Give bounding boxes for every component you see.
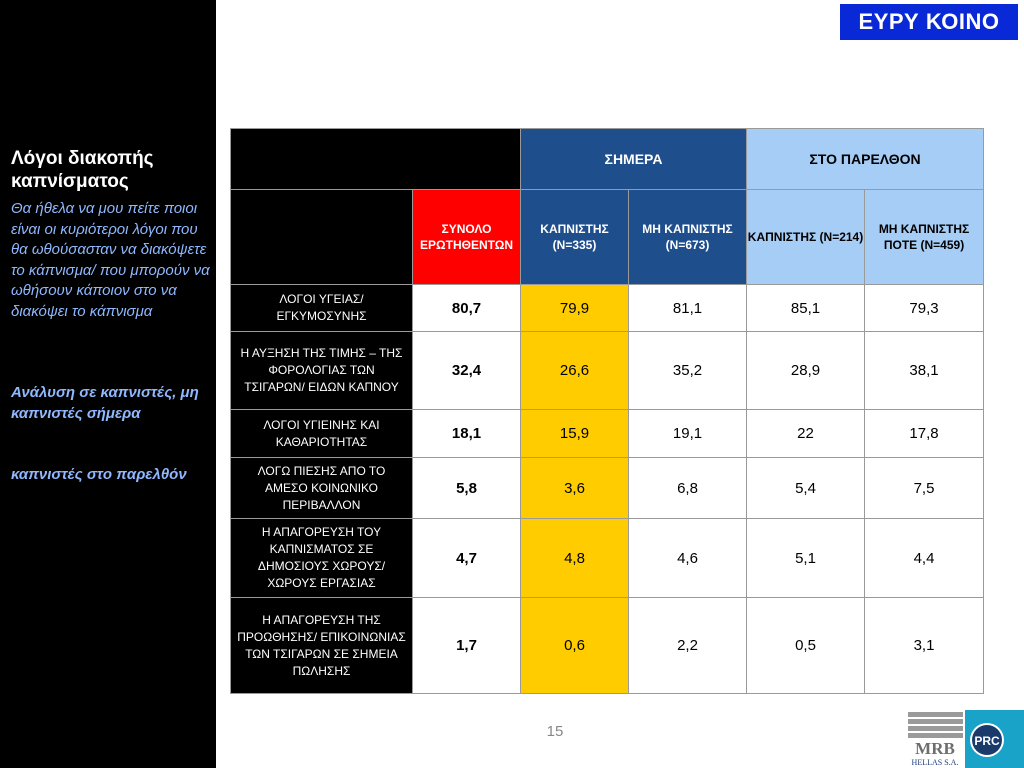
cell-today-smokers: 15,9 [521,410,629,458]
cell-today-nonsmokers: 35,2 [629,332,747,410]
cell-past-never: 38,1 [865,332,984,410]
cell-today-smokers: 26,6 [521,332,629,410]
table-row [231,285,984,332]
analysis-note: Ανάλυση σε καπνιστές, μη καπνιστές σήμερα [11,384,199,422]
cell-today-smokers: 3,6 [521,458,629,519]
cell-past-never: 17,8 [865,410,984,458]
cell-past-smokers: 85,1 [747,285,865,332]
row-label: ΛΟΓΩ ΠΙΕΣΗΣ ΑΠΟ ΤΟ ΑΜΕΣΟ ΚΟΙΝΩΝΙΚΟ ΠΕΡΙΒΑΛΛΟΝ [231,458,413,519]
prc-logo [965,710,1024,768]
header-label-cell [231,190,413,285]
cell-today-nonsmokers: 2,2 [629,598,747,694]
cell-today-smokers: 0,6 [521,598,629,694]
svg-text:MRB: MRB [915,739,955,758]
col-header-past-never: ΜΗ ΚΑΠΝΙΣΤΗΣ ΠΟΤΕ (Ν=459) [865,190,984,285]
svg-text:PRC: PRC [974,734,1000,748]
row-label: Η ΑΥΞΗΣΗ ΤΗΣ ΤΙΜΗΣ – ΤΗΣ ΦΟΡΟΛΟΓΙΑΣ ΤΩΝ ΤΣΙΓΑΡΩΝ/ ΕΙΔΩΝ ΚΑΠΝΟΥ [231,332,413,410]
row-label: ΛΟΓΟΙ ΥΓΙΕΙΝΗΣ ΚΑΙ ΚΑΘΑΡΙΟΤΗΤΑΣ [231,410,413,458]
slide-title: Λόγοι διακοπής καπνίσματος [11,148,154,192]
table-row [231,458,984,519]
cell-total: 4,7 [413,519,521,598]
cell-past-smokers: 5,4 [747,458,865,519]
header-row-columns [231,190,984,285]
cell-total: 1,7 [413,598,521,694]
cell-past-smokers: 28,9 [747,332,865,410]
cell-today-nonsmokers: 4,6 [629,519,747,598]
row-label: Η ΑΠΑΓΟΡΕΥΣΗ ΤΟΥ ΚΑΠΝΙΣΜΑΤΟΣ ΣΕ ΔΗΜΟΣΙΟΥΣ ΧΩΡΟΥΣ/ ΧΩΡΟΥΣ ΕΡΓΑΣΙΑΣ [231,519,413,598]
cell-today-smokers: 4,8 [521,519,629,598]
audience-badge: ΕΥΡΥ ΚΟΙΝΟ [838,2,1020,42]
table-row [231,410,984,458]
cell-past-never: 3,1 [865,598,984,694]
cell-total: 32,4 [413,332,521,410]
header-empty-cell [231,129,521,190]
cell-total: 18,1 [413,410,521,458]
table-row [231,332,984,410]
cell-past-smokers: 22 [747,410,865,458]
cell-today-nonsmokers: 6,8 [629,458,747,519]
mrb-logo [908,712,963,768]
table-row [231,598,984,694]
cell-today-nonsmokers: 81,1 [629,285,747,332]
cell-past-never: 79,3 [865,285,984,332]
header-row-groups [231,129,984,190]
row-label: ΛΟΓΟΙ ΥΓΕΙΑΣ/ ΕΓΚΥΜΟΣΥΝΗΣ [231,285,413,332]
col-header-today-smokers: ΚΑΠΝΙΣΤΗΣ (Ν=335) [521,190,629,285]
cell-past-smokers: 5,1 [747,519,865,598]
cell-today-smokers: 79,9 [521,285,629,332]
cell-past-smokers: 0,5 [747,598,865,694]
past-smokers-note: καπνιστές στο παρελθόν [11,466,187,483]
results-table [230,128,984,694]
group-header-today: ΣΗΜΕΡΑ [521,129,747,190]
sidebar [0,0,216,768]
cell-past-never: 7,5 [865,458,984,519]
col-header-past-smokers: ΚΑΠΝΙΣΤΗΣ (Ν=214) [747,190,865,285]
cell-today-nonsmokers: 19,1 [629,410,747,458]
question-text: Θα ήθελα να μου πείτε ποιοι είναι οι κυριότεροι λόγοι που θα ωθούσασταν να διακόψετε το κάπνισμα/ που μπορούν να ωθήσουν κάποιον στο να διακόψει το κάπνισμα [11,200,210,320]
page-number: 15 [546,723,564,740]
table-row [231,519,984,598]
cell-total: 80,7 [413,285,521,332]
svg-text:HELLAS S.A.: HELLAS S.A. [911,758,959,767]
cell-total: 5,8 [413,458,521,519]
cell-past-never: 4,4 [865,519,984,598]
row-label: Η ΑΠΑΓΟΡΕΥΣΗ ΤΗΣ ΠΡΟΩΘΗΣΗΣ/ ΕΠΙΚΟΙΝΩΝΙΑΣ ΤΩΝ ΤΣΙΓΑΡΩΝ ΣΕ ΣΗΜΕΙΑ ΠΩΛΗΣΗΣ [231,598,413,694]
col-header-total: ΣΥΝΟΛΟ ΕΡΩΤΗΘΕΝΤΩΝ [413,190,521,285]
col-header-today-nonsmokers: ΜΗ ΚΑΠΝΙΣΤΗΣ (Ν=673) [629,190,747,285]
group-header-past: ΣΤΟ ΠΑΡΕΛΘΟΝ [747,129,984,190]
